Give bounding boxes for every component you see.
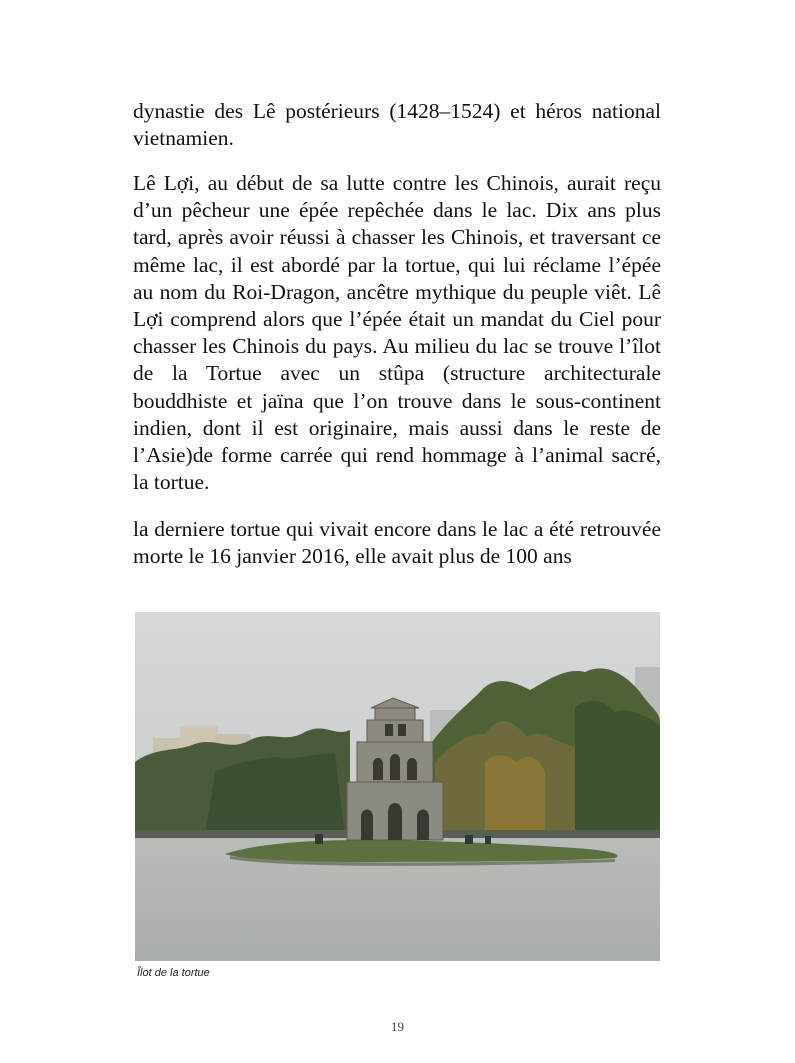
paragraph-2: Lê Lợi, au début de sa lutte contre les Chinois, aurait reçu d’un pêcheur une épée repêchée dans le lac. Dix ans plus tard, après avoir réussi à chasser les Chinois, et traversant ce même lac, il est abordé par la tortue, qui lui réclame l’épée au nom du Roi-Dragon, ancêtre mythique du peuple viêt. Lê Lợi comprend alors que l’épée était un mandat du Ciel pour chasser les Chinois du pays. Au milieu du lac se trouve l’îlot de la Tortue avec un stûpa (structure architecturale bouddhiste et jaïna que l’on trouve dans le sous-continent indien, dont il est originaire, mais aussi dans le reste de l’Asie)de forme carrée qui rend hommage à l’animal sacré, la tortue. (133, 171, 661, 495)
figure-caption: Îlot de la tortue (137, 967, 210, 979)
page-number: 19 (391, 1019, 404, 1034)
paragraph-3: la derniere tortue qui vivait encore dans le lac a été retrouvée morte le 16 janvier 2016, elle avait plus de 100 ans (133, 517, 661, 569)
paragraph-1: dynastie des Lê postérieurs (1428–1524) et héros national vietnamien. (133, 99, 661, 151)
turtle-tower-photo (135, 612, 660, 961)
